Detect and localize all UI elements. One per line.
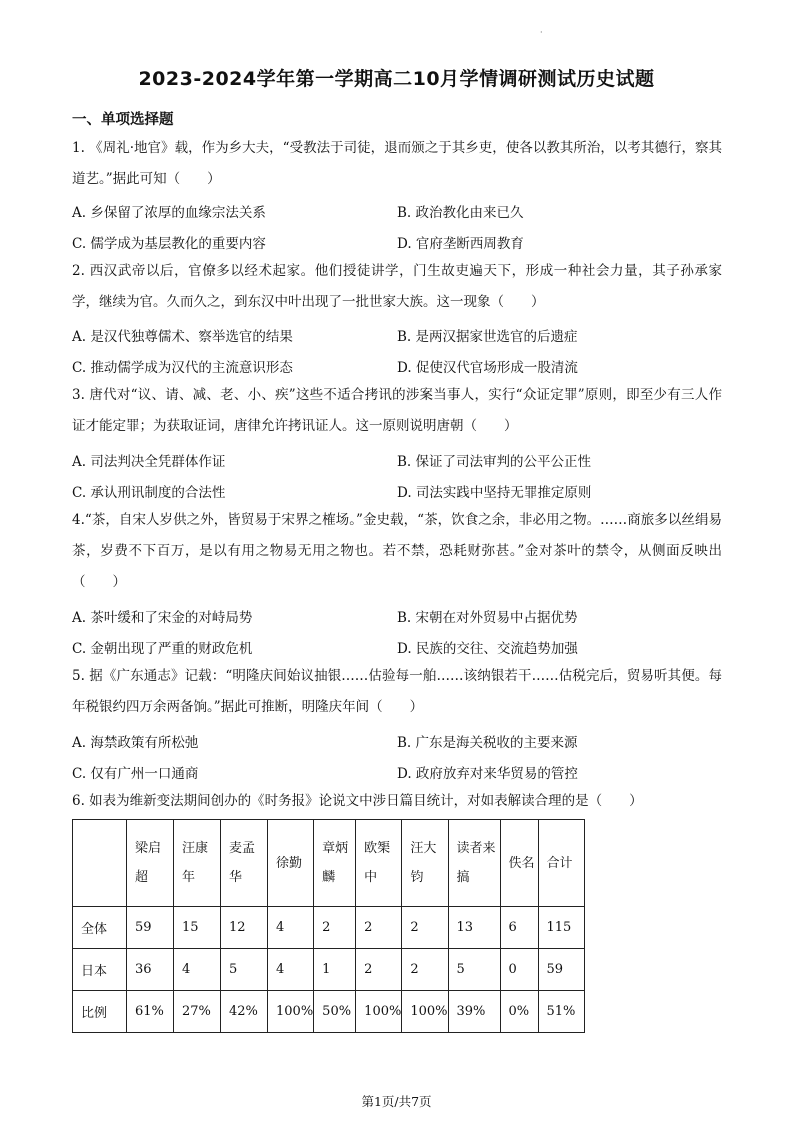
table-cell: 0 (500, 949, 538, 991)
table-row (73, 991, 585, 1033)
statistics-table (72, 819, 585, 1033)
table-cell: 100% (402, 991, 448, 1033)
table-cell: 0% (500, 991, 538, 1033)
question-2-stem: 2. 西汉武帝以后，官僚多以经术起家。他们授徒讲学，门生故吏遍天下，形成一种社会力量，其子孙承家学，继续为官。久而久之，到东汉中叶出现了一批世家大族。这一现象（ ） (72, 263, 722, 310)
table-cell: 2 (314, 907, 356, 949)
table-cell: 27% (174, 991, 221, 1033)
question-4-option-d[interactable]: D. 民族的交往、交流趋势加强 (397, 641, 578, 657)
question-5-option-a[interactable]: A. 海禁政策有所松弛 (72, 735, 199, 751)
table-cell: 4 (268, 949, 314, 991)
table-cell: 115 (538, 907, 584, 949)
question-2-option-d[interactable]: D. 促使汉代官场形成一股清流 (397, 360, 578, 376)
table-cell: 59 (127, 907, 174, 949)
table-header-cell: 佚名 (500, 820, 538, 907)
table-cell: 61% (127, 991, 174, 1033)
table-cell: 4 (268, 907, 314, 949)
table-cell: 2 (356, 949, 402, 991)
page-footer: 第1页/共7页 (361, 1094, 432, 1109)
question-1-option-a[interactable]: A. 乡保留了浓厚的血缘宗法关系 (72, 205, 266, 221)
question-2-option-c[interactable]: C. 推动儒学成为汉代的主流意识形态 (72, 360, 293, 376)
table-cell: 100% (356, 991, 402, 1033)
table-cell: 日本 (73, 949, 127, 991)
table-cell: 36 (127, 949, 174, 991)
question-2-option-a[interactable]: A. 是汉代独尊儒术、察举选官的结果 (72, 329, 293, 345)
question-5-option-b[interactable]: B. 广东是海关税收的主要来源 (397, 735, 578, 751)
table-cell: 6 (500, 907, 538, 949)
question-6-stem: 6. 如表为维新变法期间创办的《时务报》论说文中涉日篇目统计，对如表解读合理的是（ ） (72, 793, 643, 809)
table-cell: 全体 (73, 907, 127, 949)
table-header-cell: 合计 (538, 820, 584, 907)
table-cell: 1 (314, 949, 356, 991)
question-1-stem: 1. 《周礼·地官》载，作为乡大夫，“受教法于司徒，退而颁之于其乡吏，使各以教其所治，以考其德行，察其道艺。”据此可知（ ） (72, 140, 722, 187)
table-header-cell: 欧榘中 (356, 820, 402, 907)
table-cell: 42% (221, 991, 268, 1033)
question-4-option-c[interactable]: C. 金朝出现了严重的财政危机 (72, 641, 253, 657)
table-cell: 5 (448, 949, 500, 991)
table-cell: 比例 (73, 991, 127, 1033)
section-heading: 一、单项选择题 (72, 112, 174, 128)
question-4-option-b[interactable]: B. 宋朝在对外贸易中占据优势 (397, 610, 578, 626)
question-3-option-a[interactable]: A. 司法判决全凭群体作证 (72, 454, 226, 470)
question-3-stem: 3. 唐代对“议、请、减、老、小、疾”这些不适合拷讯的涉案当事人，实行“众证定罪”原则，即至少有三人作证才能定罪；为获取证词，唐律允许拷讯证人。这一原则说明唐朝（ ） (72, 387, 722, 434)
table-header-cell: 麦孟华 (221, 820, 268, 907)
table-cell: 50% (314, 991, 356, 1033)
question-3-option-b[interactable]: B. 保证了司法审判的公平公正性 (397, 454, 592, 470)
table-cell: 12 (221, 907, 268, 949)
question-2-option-b[interactable]: B. 是两汉据家世选官的后遗症 (397, 329, 578, 345)
question-1-option-d[interactable]: D. 官府垄断西周教育 (397, 236, 524, 252)
question-3-option-c[interactable]: C. 承认刑讯制度的合法性 (72, 485, 226, 501)
table-row (73, 949, 585, 991)
table-cell: 51% (538, 991, 584, 1033)
table-header-cell: 梁启超 (127, 820, 174, 907)
question-4-stem: 4.“茶，自宋人岁供之外，皆贸易于宋界之榷场。”金史载，“茶，饮食之余，非必用之物。……商旅多以丝绢易茶，岁费不下百万，是以有用之物易无用之物也。若不禁，恐耗财弥甚。”金对茶叶的禁令，从侧面反映出（ ） (72, 512, 722, 590)
table-cell: 2 (356, 907, 402, 949)
question-1-option-c[interactable]: C. 儒学成为基层教化的重要内容 (72, 236, 266, 252)
table-header-cell: 读者来搞 (448, 820, 500, 907)
table-cell: 100% (268, 991, 314, 1033)
scan-dot: · (540, 28, 543, 37)
question-3-option-d[interactable]: D. 司法实践中坚持无罪推定原则 (397, 485, 592, 501)
table-cell: 15 (174, 907, 221, 949)
table-cell: 2 (402, 949, 448, 991)
question-5-option-c[interactable]: C. 仅有广州一口通商 (72, 766, 199, 782)
page-title: 2023-2024学年第一学期高二10月学情调研测试历史试题 (138, 68, 655, 90)
table-cell: 4 (174, 949, 221, 991)
table-header-cell: 徐勤 (268, 820, 314, 907)
table-row (73, 907, 585, 949)
question-4-option-a[interactable]: A. 茶叶缓和了宋金的对峙局势 (72, 610, 253, 626)
table-cell: 2 (402, 907, 448, 949)
table-cell: 5 (221, 949, 268, 991)
table-header-row (73, 820, 585, 907)
question-1-option-b[interactable]: B. 政治教化由来已久 (397, 205, 524, 221)
question-5-stem: 5. 据《广东通志》记载：“明隆庆间始议抽银……估验每一舶……该纳银若干……估税完后，贸易听其便。每年税银约四万余两备饷。”据此可推断，明隆庆年间（ ） (72, 668, 722, 715)
table-header-cell: 章炳麟 (314, 820, 356, 907)
table-cell: 59 (538, 949, 584, 991)
table-cell: 13 (448, 907, 500, 949)
question-5-option-d[interactable]: D. 政府放弃对来华贸易的管控 (397, 766, 578, 782)
table-header-cell: 汪康年 (174, 820, 221, 907)
table-header-cell: 汪大钧 (402, 820, 448, 907)
table-cell: 39% (448, 991, 500, 1033)
table-header-cell (73, 820, 127, 907)
